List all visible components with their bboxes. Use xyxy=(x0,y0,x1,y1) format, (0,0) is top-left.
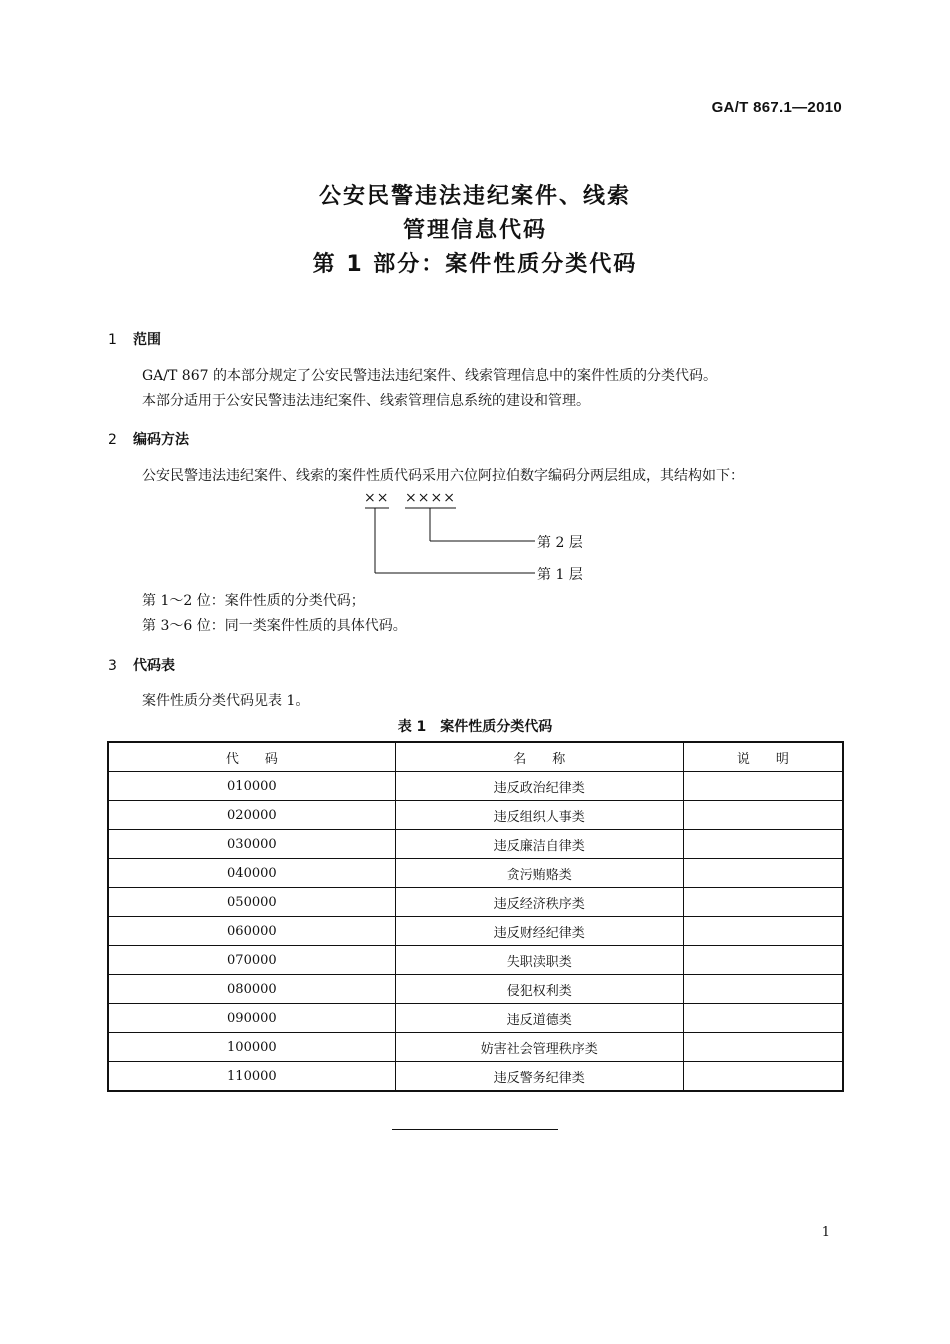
cell-name: 违反政治纪律类 xyxy=(395,772,683,801)
cell-code: 090000 xyxy=(108,1004,395,1033)
cell-name: 违反廉洁自律类 xyxy=(395,830,683,859)
cell-note xyxy=(683,888,843,917)
document-title xyxy=(0,180,950,282)
cell-note xyxy=(683,830,843,859)
cell-note xyxy=(683,1033,843,1062)
section-1-paragraph-2: 本部分适用于公安民警违法违纪案件、线索管理信息系统的建设和管理。 xyxy=(142,393,590,409)
cell-note xyxy=(683,975,843,1004)
cell-code: 100000 xyxy=(108,1033,395,1062)
cell-name: 失职渎职类 xyxy=(395,946,683,975)
cell-note xyxy=(683,917,843,946)
section-1-paragraph-1: GA/T 867 的本部分规定了公安民警违法违纪案件、线索管理信息中的案件性质的分类代码。 xyxy=(142,368,717,384)
table-row xyxy=(108,946,843,975)
cell-note xyxy=(683,859,843,888)
cell-name: 违反道德类 xyxy=(395,1004,683,1033)
section-2-paragraph-2: 第 1～2 位：案件性质的分类代码； xyxy=(142,593,365,609)
header-note: 说 明 xyxy=(683,742,843,772)
table-caption: 表 1 案件性质分类代码 xyxy=(397,719,553,735)
section-2-number: 2 xyxy=(108,432,117,448)
section-1-heading xyxy=(108,329,161,349)
cell-note xyxy=(683,1004,843,1033)
cell-name: 妨害社会管理秩序类 xyxy=(395,1033,683,1062)
cell-note xyxy=(683,772,843,801)
table-row xyxy=(108,1033,843,1062)
section-3-paragraph-1: 案件性质分类代码见表 1。 xyxy=(142,693,310,709)
cell-code: 010000 xyxy=(108,772,395,801)
table-row xyxy=(108,772,843,801)
header-name: 名 称 xyxy=(395,742,683,772)
table-row xyxy=(108,801,843,830)
table-row xyxy=(108,888,843,917)
code-table xyxy=(107,741,844,1092)
title-line-1: 公安民警违法违纪案件、线索 xyxy=(318,184,631,209)
standard-code: GA/T 867.1—2010 xyxy=(711,99,842,116)
section-3-title: 代码表 xyxy=(133,658,175,674)
table-row xyxy=(108,859,843,888)
cell-name: 贪污贿赂类 xyxy=(395,859,683,888)
cell-code: 040000 xyxy=(108,859,395,888)
code-first-part: ×× xyxy=(364,490,390,506)
section-2-paragraph-1: 公安民警违法违纪案件、线索的案件性质代码采用六位阿拉伯数字编码分两层组成，其结构如下： xyxy=(142,468,744,484)
cell-note xyxy=(683,801,843,830)
cell-code: 110000 xyxy=(108,1062,395,1092)
code-second-part: ×××× xyxy=(405,490,456,506)
section-3-heading xyxy=(108,655,175,675)
cell-code: 080000 xyxy=(108,975,395,1004)
header-code: 代 码 xyxy=(108,742,395,772)
section-2-paragraph-3: 第 3～6 位：同一类案件性质的具体代码。 xyxy=(142,618,407,634)
title-line-3: 第 1 部分：案件性质分类代码 xyxy=(312,252,638,277)
page-number: 1 xyxy=(821,1225,830,1240)
table-row xyxy=(108,1062,843,1092)
cell-name: 违反经济秩序类 xyxy=(395,888,683,917)
label-layer-1: 第 1 层 xyxy=(537,567,583,583)
cell-code: 020000 xyxy=(108,801,395,830)
cell-note xyxy=(683,946,843,975)
section-3-number: 3 xyxy=(108,658,117,674)
cell-name: 违反警务纪律类 xyxy=(395,1062,683,1092)
cell-code: 070000 xyxy=(108,946,395,975)
section-2-title: 编码方法 xyxy=(133,432,189,448)
cell-name: 违反财经纪律类 xyxy=(395,917,683,946)
cell-note xyxy=(683,1062,843,1092)
code-structure-diagram xyxy=(0,490,950,590)
table-row xyxy=(108,830,843,859)
section-2-heading xyxy=(108,429,189,449)
label-layer-2: 第 2 层 xyxy=(537,535,583,551)
section-1-title: 范围 xyxy=(133,332,161,348)
section-1-number: 1 xyxy=(108,332,117,348)
end-rule xyxy=(392,1129,558,1130)
title-line-2: 管理信息代码 xyxy=(402,218,547,243)
table-header-row xyxy=(108,742,843,772)
cell-code: 030000 xyxy=(108,830,395,859)
table-row xyxy=(108,1004,843,1033)
table-row xyxy=(108,917,843,946)
cell-code: 060000 xyxy=(108,917,395,946)
table-row xyxy=(108,975,843,1004)
cell-name: 侵犯权利类 xyxy=(395,975,683,1004)
cell-name: 违反组织人事类 xyxy=(395,801,683,830)
diagram-lines xyxy=(0,490,950,590)
cell-code: 050000 xyxy=(108,888,395,917)
